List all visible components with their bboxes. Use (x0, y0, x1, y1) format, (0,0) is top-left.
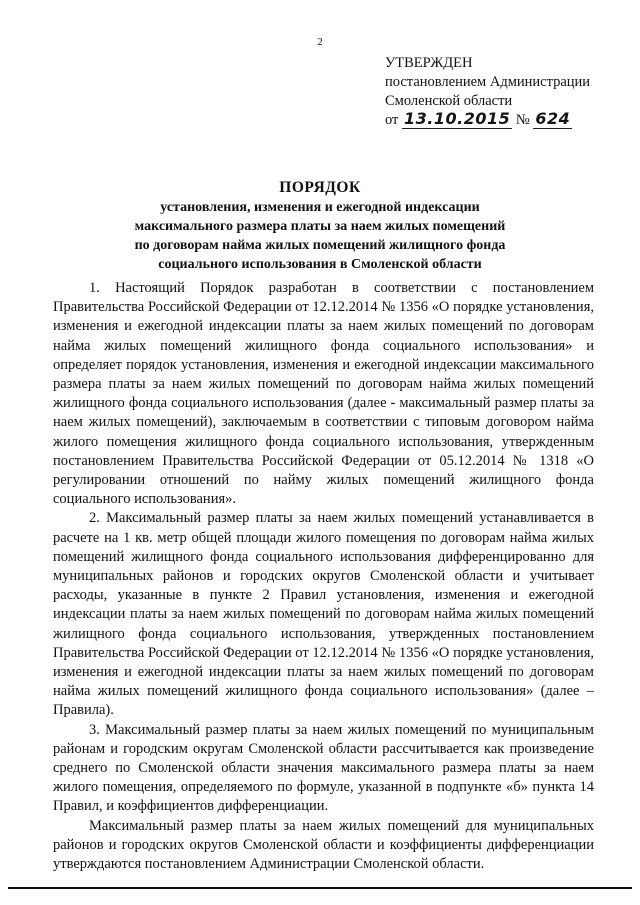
approval-stamp (385, 54, 625, 130)
title-line: максимального размера платы за наем жилых помещений (134, 219, 506, 234)
title-heading: ПОРЯДОК (279, 179, 361, 196)
document-title (0, 178, 640, 274)
approval-issuer: постановлением Администрации (385, 74, 591, 90)
title-line: по договорам найма жилых помещений жилищного фонда (134, 238, 506, 253)
paragraph-3: 3. Максимальный размер платы за наем жилых помещений по муниципальным районам и городским округам Смоленской области рассчитывается как произведение среднего по Смоленской области значения максимального размера платы за наем жилого помещения, определяемого по формуле, указанной в подпункте «б» пункта 14 Правил, и коэффициентов дифференциации. (53, 721, 594, 815)
approval-date: 13.10.2015 (404, 109, 511, 128)
bottom-divider (8, 887, 632, 889)
approval-from-label: от (385, 112, 399, 128)
document-body (53, 279, 594, 874)
page-number: 2 (317, 36, 323, 48)
title-line: социального использования в Смоленской области (158, 257, 482, 272)
title-line: установления, изменения и ежегодной индексации (160, 200, 480, 215)
paragraph-4: Максимальный размер платы за наем жилых помещений для муниципальных районов и городских округов Смоленской области и коэффициенты дифференциации утверждаются постановлением Администрации Смоленской области. (53, 817, 594, 873)
approval-number: 624 (535, 109, 571, 128)
approval-date-number (385, 111, 625, 130)
approval-region: Смоленской области (385, 93, 513, 109)
approval-number-label: № (515, 112, 530, 128)
approval-title: УТВЕРЖДЕН (385, 55, 473, 71)
paragraph-1: 1. Настоящий Порядок разработан в соответствии с постановлением Правительства Российской Федерации от 12.12.2014 № 1356 «О порядке установления, изменения и ежегодной индексации платы за наем жилых помещений по договорам найма жилых помещений жилищного фонда социального использования» и определяет порядок установления, изменения и ежегодной индексации максимального размера платы за наем жилых помещений по договорам найма жилых помещений жилищного фонда социального использования (далее - максимальный размер платы за наем жилых помещений), заключаемым в соответствии с типовым договором найма жилого помещения жилищного фонда социального использования, утвержденным постановлением Правительства Российской Федерации от 05.12.2014 № 1318 «О регулировании отношений по найму жилых помещений жилищного фонда социального использования». (53, 280, 594, 508)
paragraph-2: 2. Максимальный размер платы за наем жилых помещений устанавливается в расчете на 1 кв. метр общей площади жилого помещения по договорам найма жилых помещений жилищного фонда социального использования дифференцированно для муниципальных районов и городских округов Смоленской области и учитывает расходы, указанные в пункте 2 Правил установления, изменения и ежегодной индексации платы за наем жилых помещений по договорам найма жилых помещений жилищного фонда социального использования, утвержденных постановлением Правительства Российской Федерации от 12.12.2014 № 1356 «О порядке установления, изменения и ежегодной индексации платы за наем жилых помещений по договорам найма жилых помещений жилищного фонда социального использования» (далее – Правила). (53, 510, 594, 719)
